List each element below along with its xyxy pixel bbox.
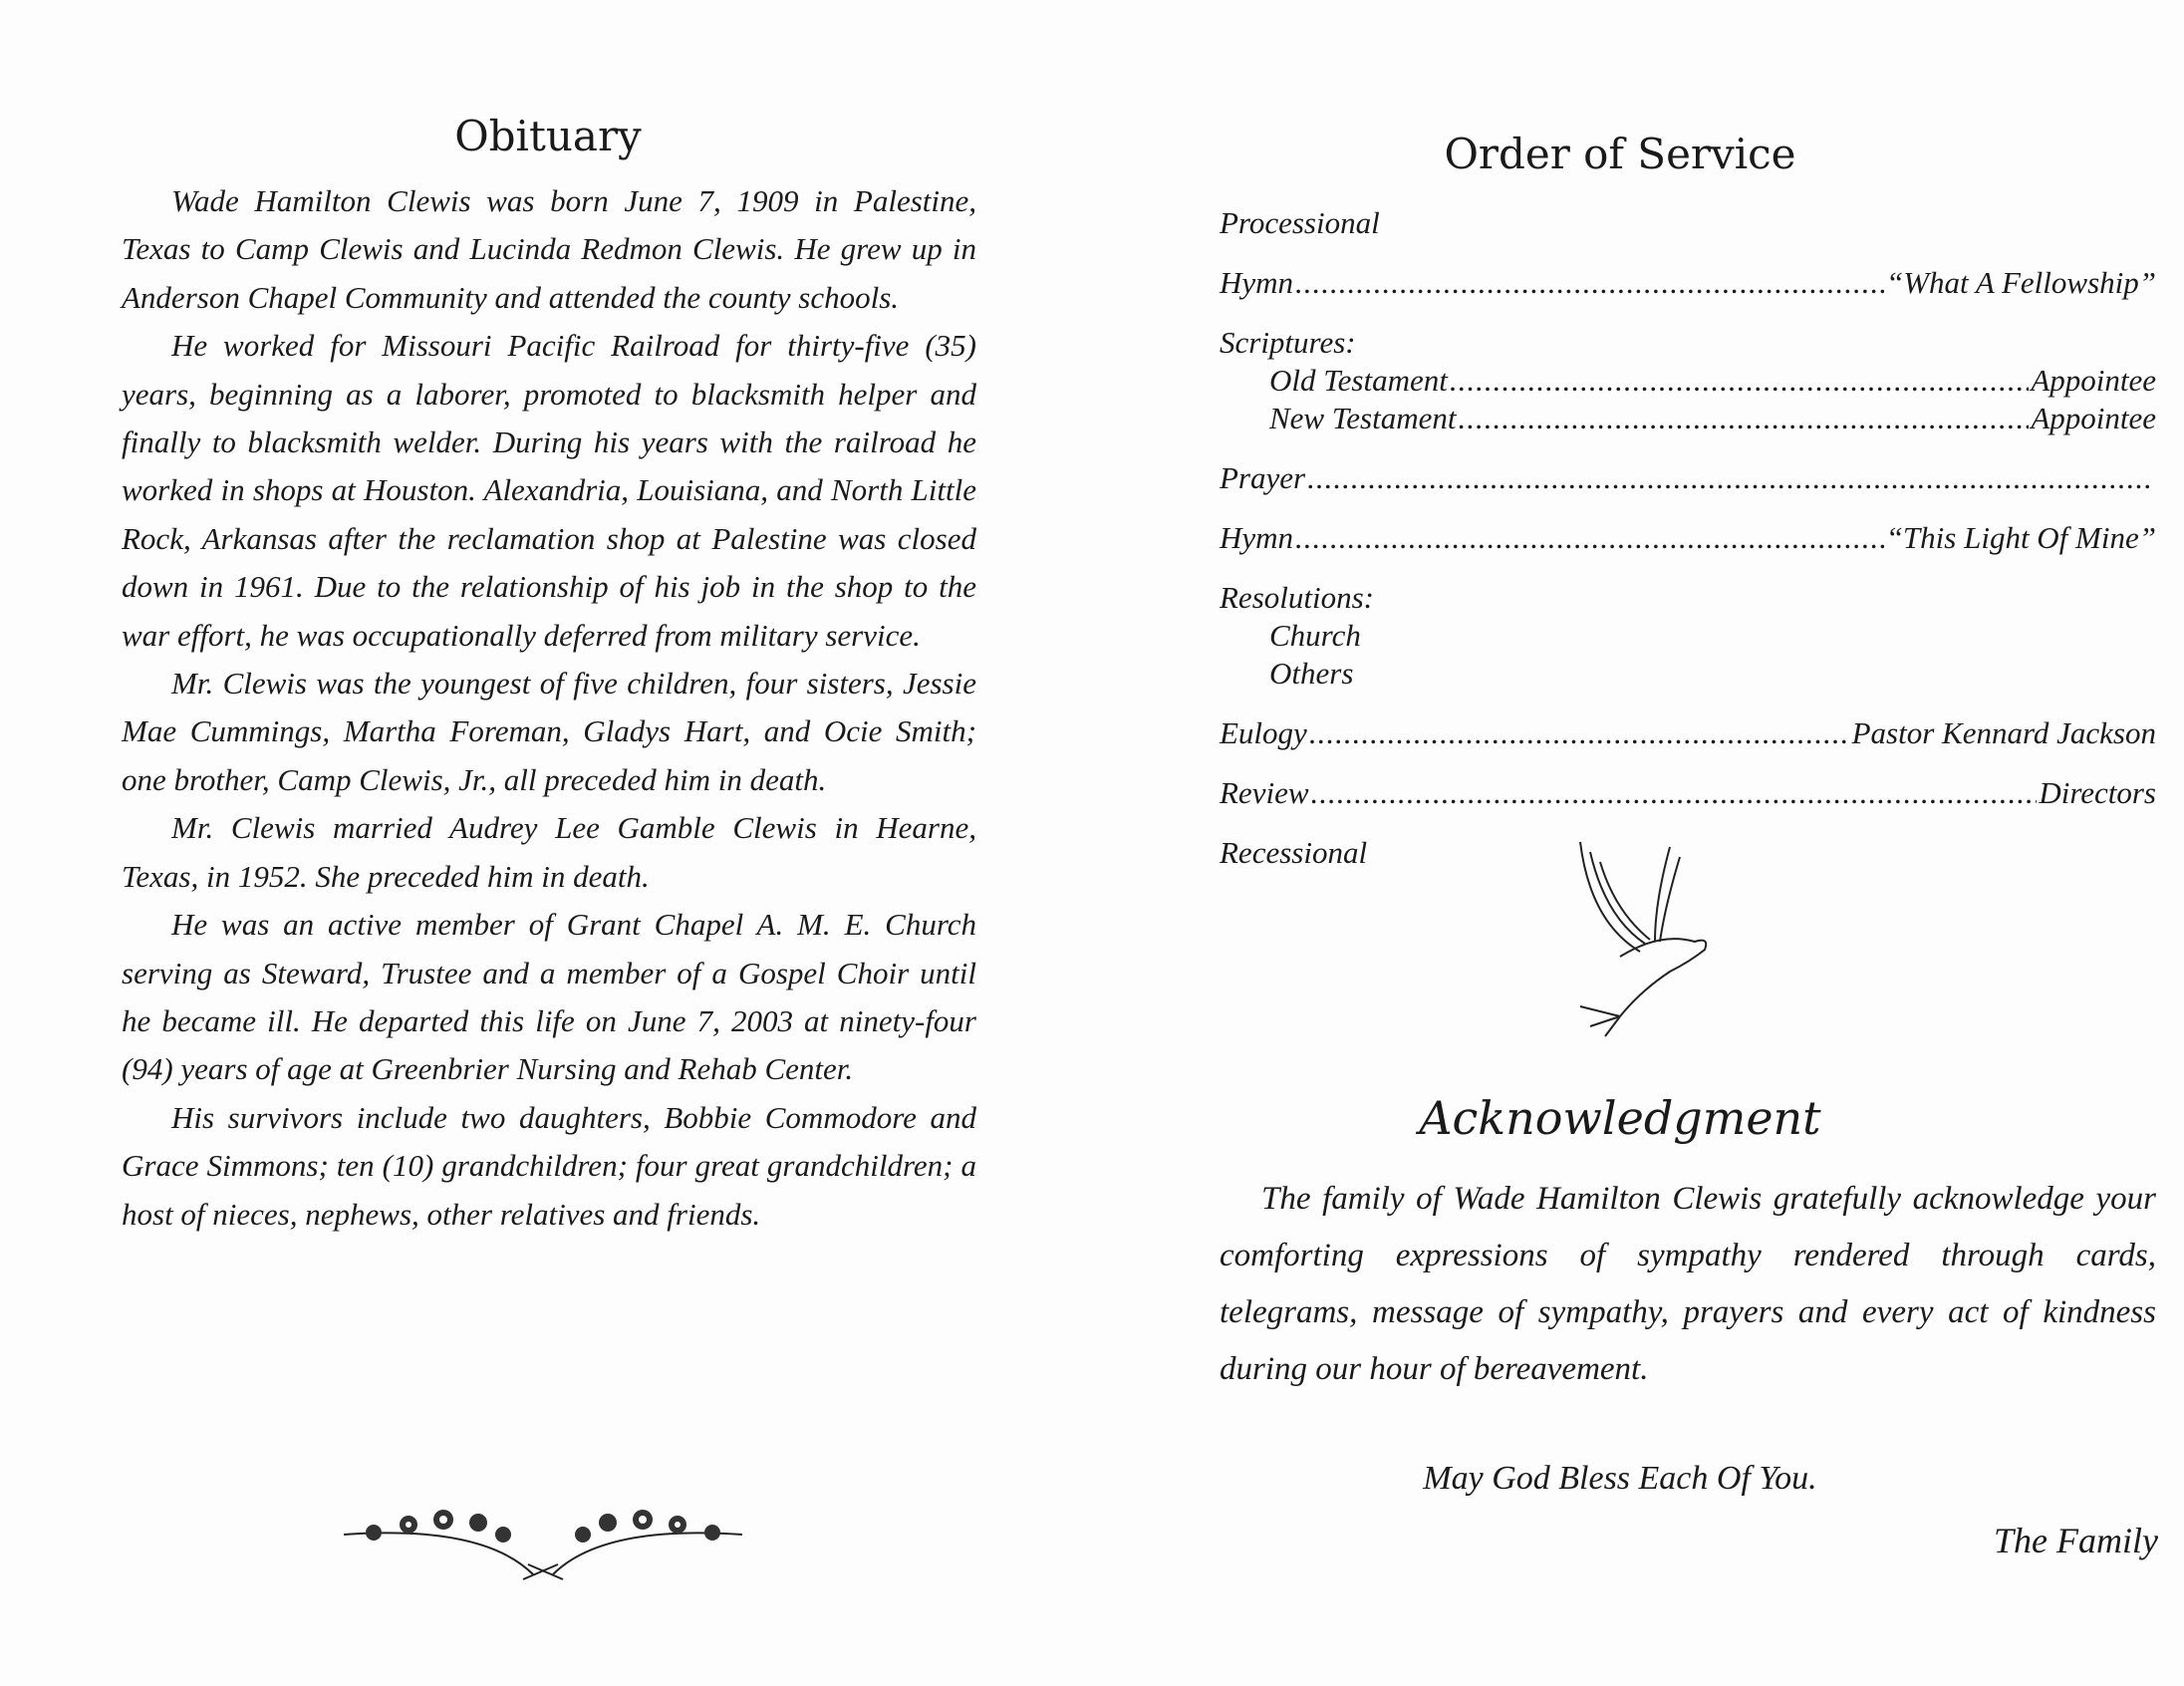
obituary-paragraph: He was an active member of Grant Chapel A. M. E. Church serving as Steward, Trustee and a member of a Gospel Choir until he became ill. He departed this life on June 7, 2003 at ninety-four (94) years of age at Greenbrier Nursing and Rehab Center.: [122, 907, 976, 1087]
old-testament-item: [1220, 362, 2156, 400]
obituary-paragraph: Wade Hamilton Clewis was born June 7, 1909 in Palestine, Texas to Camp Clewis and Lucinda Redmon Clewis. He grew up in Anderson Chapel Community and attended the county schools.: [122, 183, 976, 315]
item-label: Hymn: [1220, 520, 1294, 555]
processional-item: Processional: [1220, 205, 1380, 240]
signature: The Family: [1994, 1521, 2158, 1560]
resolution-others: Others: [1269, 656, 1354, 691]
item-label: Eulogy: [1220, 715, 1307, 750]
obituary-paragraph: He worked for Missouri Pacific Railroad for thirty-five (35) years, beginning as a laborer, promoted to blacksmith helper and finally to blacksmith welder. During his years with the railroad he worked in shops at Houston. Alexandria, Louisiana, and North Little Rock, Arkansas after the reclamation shop at Palestine was closed down in 1961. Due to the relationship of his job in the shop to the war effort, he was occupationally deferred from military service.: [122, 328, 976, 653]
item-value: Pastor Kennard Jackson: [1851, 715, 2156, 750]
obituary-title: Obituary: [454, 112, 642, 160]
item-value: “This Light Of Mine”: [1885, 520, 2156, 555]
recessional-item: Recessional: [1220, 835, 1368, 870]
acknowledgment-body: [1220, 1171, 2156, 1398]
item-label: Hymn: [1220, 265, 1294, 300]
resolutions-heading: Resolutions:: [1220, 580, 1374, 615]
item-value: Directors: [2039, 775, 2156, 810]
item-value: “What A Fellowship”: [1885, 265, 2156, 300]
blessing-text: May God Bless Each Of You.: [1423, 1460, 1817, 1497]
dove-icon: [1560, 832, 1720, 1041]
acknowledgment-title: Acknowledgment: [1419, 1091, 1821, 1145]
resolution-church: Church: [1269, 618, 1361, 653]
scriptures-heading: Scriptures:: [1220, 325, 1356, 360]
prayer-item: [1220, 459, 2156, 497]
hymn-item: [1220, 264, 2156, 302]
obituary-paragraph: Mr. Clewis married Audrey Lee Gamble Clewis in Hearne, Texas, in 1952. She preceded him in death.: [122, 810, 976, 894]
item-label: Review: [1220, 775, 1309, 810]
order-of-service-list: [1220, 204, 2156, 872]
acknowledgment-text: The family of Wade Hamilton Clewis gratefully acknowledge your comforting expressions of sympathy rendered through cards, telegrams, message of sympathy, prayers and every act of kindness during our hour of bereavement.: [1220, 1181, 2156, 1387]
item-value: Appointee: [2031, 401, 2156, 435]
review-item: [1220, 774, 2156, 812]
item-value: Appointee: [2031, 363, 2156, 398]
eulogy-item: [1220, 714, 2156, 752]
item-label: Prayer: [1220, 460, 1306, 495]
hymn-item: [1220, 519, 2156, 557]
new-testament-item: [1220, 400, 2156, 437]
service-page: [1092, 0, 2184, 1686]
obituary-paragraph: His survivors include two daughters, Bobbie Commodore and Grace Simmons; ten (10) grandchildren; four great grandchildren; a host of nieces, nephews, other relatives and friends.: [122, 1099, 976, 1232]
order-of-service-title: Order of Service: [1444, 130, 1796, 178]
item-label: Old Testament: [1269, 363, 1448, 398]
floral-branch-icon: [334, 1475, 752, 1584]
obituary-paragraph: Mr. Clewis was the youngest of five children, four sisters, Jessie Mae Cummings, Martha Foreman, Gladys Hart, and Ocie Smith; one brother, Camp Clewis, Jr., all preceded him in death.: [122, 666, 976, 797]
obituary-body: [122, 177, 976, 1239]
item-label: New Testament: [1269, 401, 1457, 435]
